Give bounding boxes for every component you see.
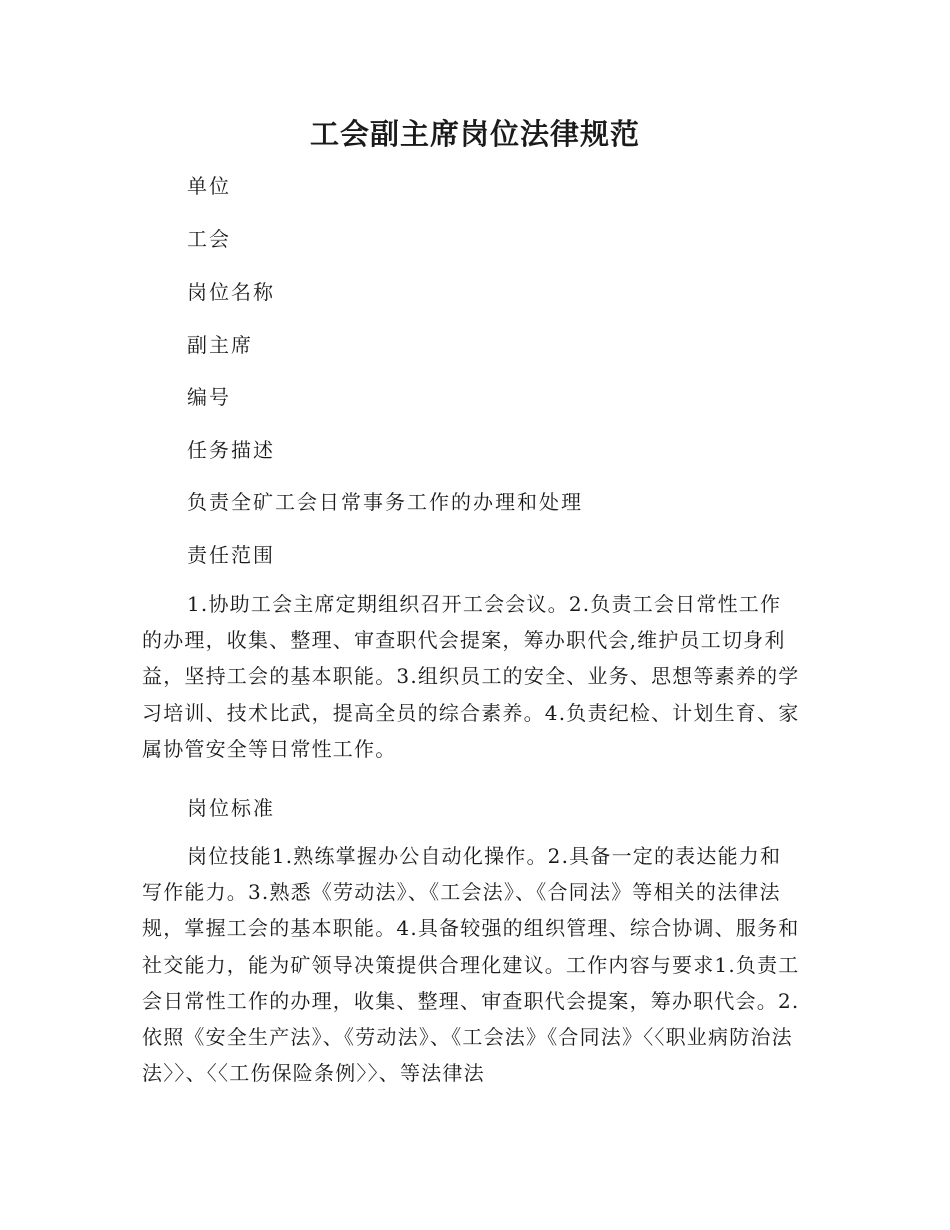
post-name-label: 岗位名称 [187,280,275,304]
scope-paragraph: 1.协助工会主席定期组织召开工会会议。2.负责工会日常性工作的办理，收集、整理、审查职代会提案，筹办职代会,维护员工切身利益，坚持工会的基本职能。3.组织员工的安全、业务、思想等素养的学习培训、技术比武，提高全员的综合素养。4.负责纪检、计划生育、家属协管安全等日常性工作。 [142,592,800,761]
task-label: 任务描述 [187,438,275,462]
scope-label: 责任范围 [187,543,275,567]
document-title: 工会副主席岗位法律规范 [309,117,640,151]
unit-value: 工会 [187,227,231,251]
task-value: 负责全矿工会日常事务工作的办理和处理 [187,490,583,514]
standard-paragraph: 岗位技能1.熟练掌握办公自动化操作。2.具备一定的表达能力和写作能力。3.熟悉《劳动法》、《工会法》、《合同法》等相关的法律法规，掌握工会的基本职能。4.具备较强的组织管理、综合协调、服务和社交能力，能为矿领导决策提供合理化建议。工作内容与要求1.负责工会日常性工作的办理，收集、整理、审查职代会提案，筹办职代会。2.依照《安全生产法》、《劳动法》、《工会法》《合同法》〈〈职业病防治法法〉〉、〈〈工伤保险条例〉〉、等法律法 [142,844,800,1086]
unit-label: 单位 [187,174,231,198]
post-name-value: 副主席 [187,333,253,357]
standard-label: 岗位标准 [187,796,275,820]
number-label: 编号 [187,385,231,409]
